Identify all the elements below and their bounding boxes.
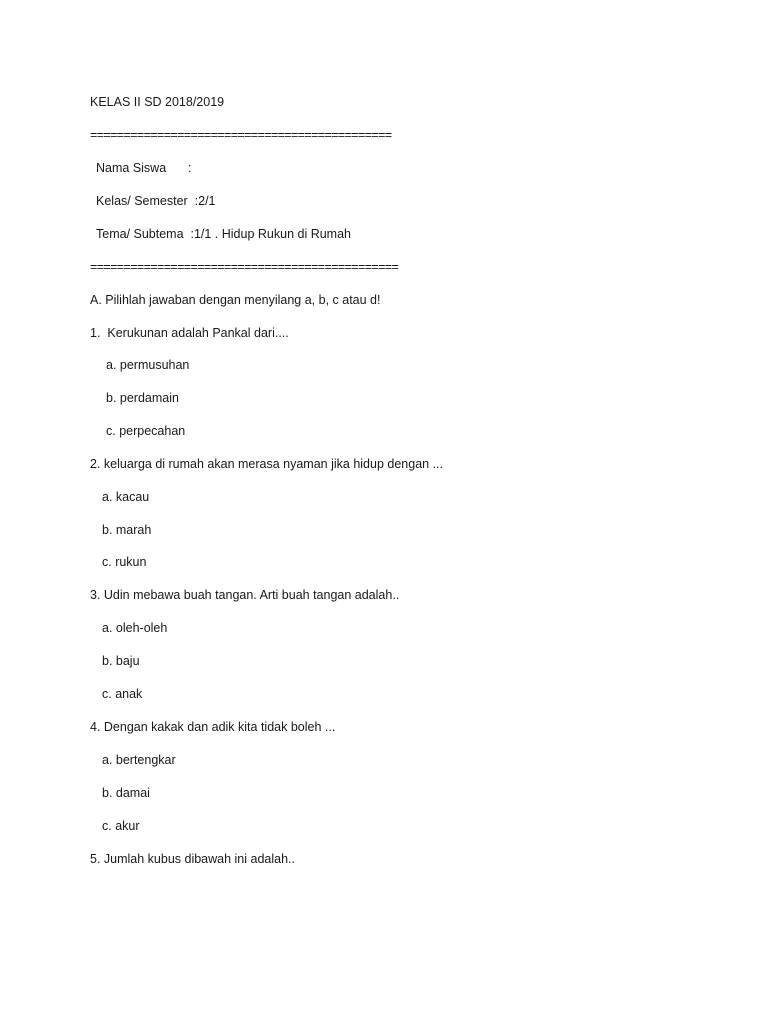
question-4-option-a: a. bertengkar <box>102 753 176 767</box>
question-2: 2. keluarga di rumah akan merasa nyaman jika hidup dengan ... <box>90 457 443 471</box>
theme-subtheme-label: Tema/ Subtema :1/1 . Hidup Rukun di Rumah <box>96 227 351 241</box>
question-1-option-b: b. perdamain <box>106 391 179 405</box>
worksheet-title: KELAS II SD 2018/2019 <box>90 95 225 109</box>
question-1: 1. Kerukunan adalah Pankal dari.... <box>90 326 289 340</box>
question-3-option-a: a. oleh-oleh <box>102 621 168 635</box>
student-name-label: Nama Siswa <box>96 161 167 175</box>
question-4-option-c: c. akur <box>102 819 140 833</box>
question-2-option-c: c. rukun <box>102 555 147 569</box>
section-a-instruction: A. Pilihlah jawaban dengan menyilang a, b, c atau d! <box>90 293 381 307</box>
question-2-option-b: b. marah <box>102 523 152 537</box>
class-semester-label: Kelas/ Semester :2/1 <box>96 194 216 208</box>
question-3-option-b: b. baju <box>102 654 140 668</box>
separator-bottom: ============================================== <box>90 260 399 274</box>
question-1-option-c: c. perpecahan <box>106 424 186 438</box>
student-name-colon: : <box>188 161 192 175</box>
separator-top: ============================================= <box>90 128 392 142</box>
question-3: 3. Udin mebawa buah tangan. Arti buah tangan adalah.. <box>90 588 400 602</box>
question-4: 4. Dengan kakak dan adik kita tidak boleh ... <box>90 720 336 734</box>
question-3-option-c: c. anak <box>102 687 143 701</box>
question-1-option-a: a. permusuhan <box>106 358 190 372</box>
question-2-option-a: a. kacau <box>102 490 150 504</box>
question-4-option-b: b. damai <box>102 786 150 800</box>
question-5: 5. Jumlah kubus dibawah ini adalah.. <box>90 852 295 866</box>
